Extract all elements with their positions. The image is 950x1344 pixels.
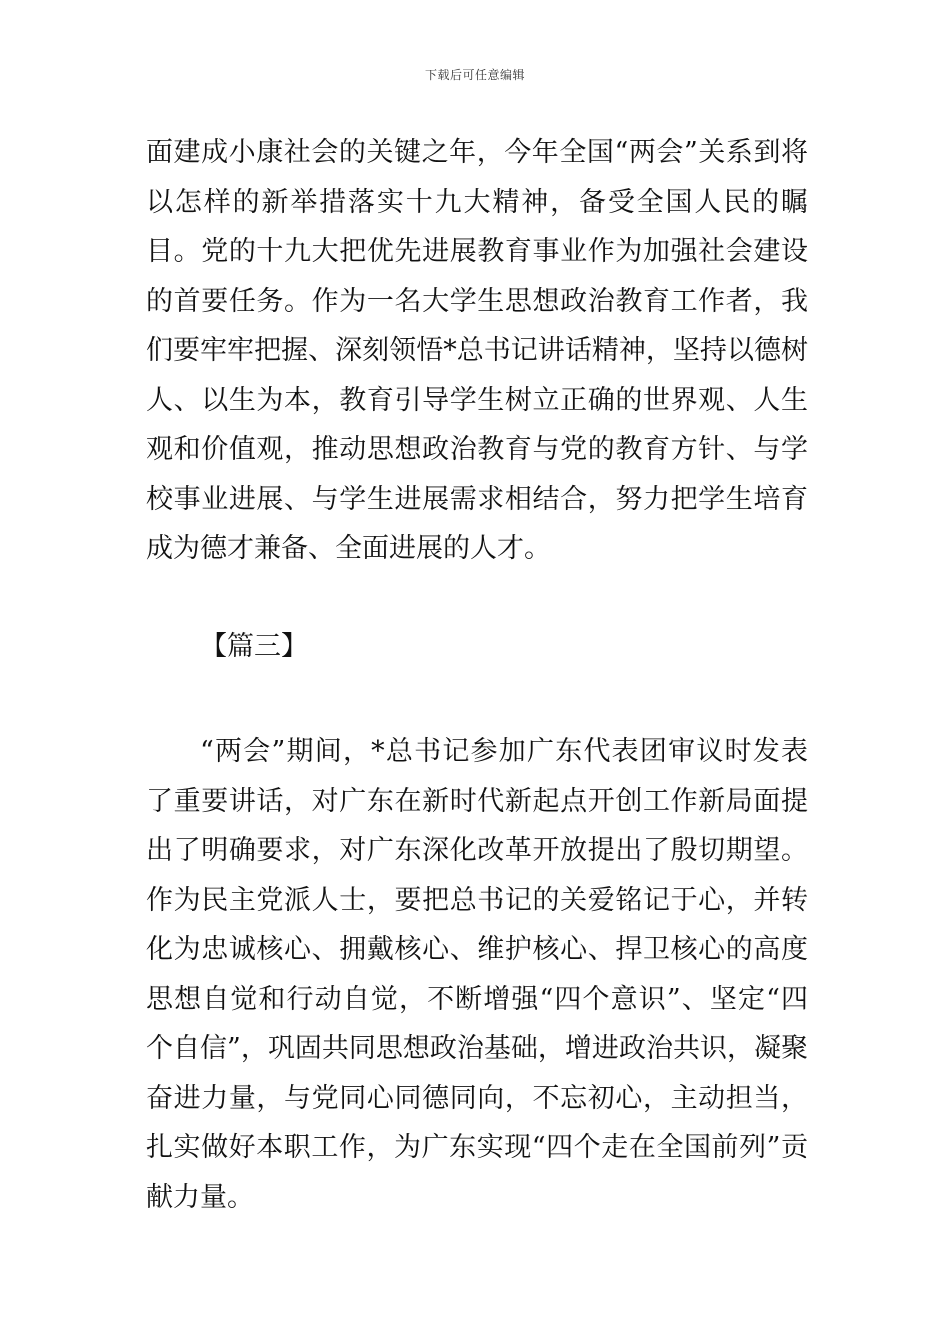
page-header-note: 下载后可任意编辑 [424,68,525,82]
paragraph-section-three: “两会”期间，*总书记参加广东代表团审议时发表了重要讲话，对广东在新时代新起点开创工作新局面提出了明确要求，对广东深化改革开放提出了殷切期望。作为民主党派人士，要把总书记的关爱铭记于心，并转化为忠诚核心、拥戴核心、维护核心、捍卫核心的高度思想自觉和行动自觉，不断增强“四个意识”、坚定“四个自信”，巩固共同思想政治基础，增进政治共识，凝聚奋进力量，与党同心同德同向，不忘初心，主动担当，扎实做好本职工作，为广东实现“四个走在全国前列”贡献力量。 [146,736,808,1213]
document-body [146,128,808,574]
paragraph-continued: 面建成小康社会的关键之年，今年全国“两会”关系到将以怎样的新举措落实十九大精神，备受全国人民的瞩目。党的十九大把优先进展教育事业作为加强社会建设的首要任务。作为一名大学生思想政治教育工作者，我们要牢牢把握、深刻领悟*总书记讲话精神，坚持以德树人、以生为本，教育引导学生树立正确的世界观、人生观和价值观，推动思想政治教育与党的教育方针、与学校事业进展、与学生进展需求相结合，努力把学生培育成为德才兼备、全面进展的人才。 [146,137,808,564]
section-title: 【篇三】 [200,631,308,662]
